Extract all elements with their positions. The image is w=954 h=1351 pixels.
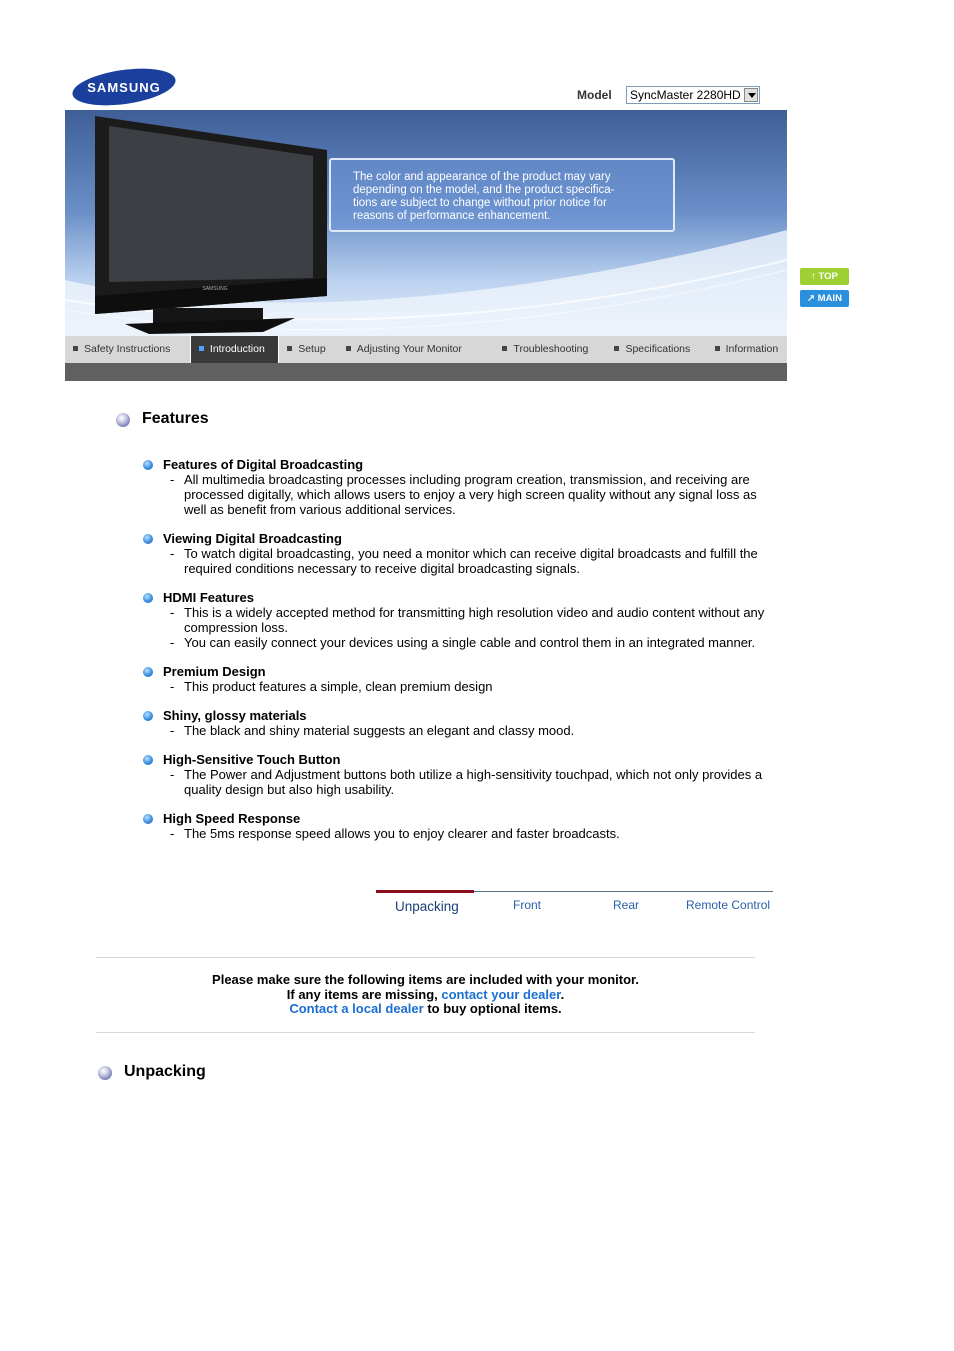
bullet-icon [143,460,153,470]
feature-title: High Speed Response [163,811,301,826]
nav-label: Setup [298,343,326,355]
bullet-icon [73,346,78,351]
model-select-value: SyncMaster 2280HD [630,88,741,102]
feature-text: You can easily connect your devices using a single cable and control them in an integrated manner. [184,635,756,650]
tab-front[interactable]: Front [513,898,542,912]
feature-title: Viewing Digital Broadcasting [163,531,342,546]
feature-text: The Power and Adjustment buttons both utilize a high-sensitivity touchpad, which not only provides a quality design but also high usability. [184,767,763,797]
feature-text: This is a widely accepted method for transmitting high resolution video and audio content without any compression loss. [184,605,765,635]
info-line-2 [96,988,755,1003]
bullet-icon [143,814,153,824]
main-label: MAIN [817,293,842,304]
nav-label: Troubleshooting [513,343,589,355]
bullet-icon [346,346,351,351]
feature-item: Premium Design - This product features a simple, clean premium design [142,665,782,694]
nav-label: Introduction [209,343,265,355]
nav-safety-instructions[interactable] [65,336,190,363]
active-tab-indicator [376,890,474,893]
tab-unpacking[interactable]: Unpacking [395,899,459,914]
hero-banner [65,110,787,336]
feature-text: The 5ms response speed allows you to enjoy clearer and faster broadcasts. [184,826,620,841]
feature-text: This product features a simple, clean premium design [184,679,493,694]
bullet-icon [287,346,292,351]
nav-troubleshooting[interactable] [494,336,606,363]
nav-label: Information [725,343,779,355]
sub-tabs [376,891,773,916]
section-bullet-icon [98,1066,112,1080]
model-select[interactable] [626,86,760,104]
nav-label: Specifications [625,343,691,355]
samsung-logo [71,68,177,106]
return-arrow-icon: ↗ [807,293,816,304]
bullet-icon [199,346,204,351]
model-label: Model [577,88,612,102]
feature-item: HDMI Features - This is a widely accepted method for transmitting high resolution video and audio content without any compression loss. - You can easily connect your devices using a single cable and control them in an integrated manner. [142,591,782,650]
bullet-icon [143,755,153,765]
top-button[interactable] [800,268,849,285]
monitor-brand: SAMSUNG [202,286,228,292]
divider [96,1032,755,1033]
bullet-icon [715,346,720,351]
nav-introduction[interactable] [190,336,279,363]
unpacking-title: Unpacking [124,1063,206,1080]
nav-subbar [65,363,787,381]
contact-dealer-link[interactable]: contact your dealer [441,986,561,1002]
notice-line: The color and appearance of the product may vary [353,171,611,183]
notice-line: reasons of performance enhancement. [353,210,551,222]
features-title: Features [142,410,209,427]
info-line-3 [96,1002,755,1017]
features-list [142,458,782,856]
feature-title: Premium Design [163,664,266,679]
feature-text: To watch digital broadcasting, you need a monitor which can receive digital broadcasts and fulfill the required conditions necessary to receive digital broadcasting signals. [184,546,758,576]
bullet-icon [502,346,507,351]
feature-item: Shiny, glossy materials - The black and shiny material suggests an elegant and classy mood. [142,709,782,738]
feature-item: High Speed Response - The 5ms response speed allows you to enjoy clearer and faster broadcasts. [142,812,782,841]
feature-title: High-Sensitive Touch Button [163,752,341,767]
monitor-image [95,116,327,334]
info-text: If any items are missing, [286,986,442,1002]
feature-item: Features of Digital Broadcasting - All multimedia broadcasting processes including program creation, transmission, and receiving are processed digitally, which allows users to enjoy a very high screen quality without any signal loss as well as benefit from various additional services. [142,458,782,517]
bullet-icon [143,711,153,721]
feature-text: All multimedia broadcasting processes including program creation, transmission, and receiving are processed digitally, which allows users to enjoy a very high screen quality without any signal loss as well as benefit from various additional services. [184,472,757,517]
contact-local-dealer-link[interactable]: Contact a local dealer [289,1001,424,1016]
feature-title: Shiny, glossy materials [163,708,307,723]
notice-line: tions are subject to change without prior notice for [353,197,607,209]
notice-line: depending on the model, and the product specifica- [353,184,615,196]
nav-information[interactable] [707,336,787,363]
tab-remote-control[interactable]: Remote Control [686,898,771,912]
arrow-up-icon: ↑ [811,271,816,282]
main-nav [65,336,787,363]
dropdown-arrow-icon[interactable] [744,88,758,102]
bullet-icon [143,667,153,677]
info-line-1: Please make sure the following items are included with your monitor. [212,972,639,987]
feature-title: Features of Digital Broadcasting [163,457,364,472]
nav-adjusting-your-monitor[interactable] [338,336,495,363]
section-bullet-icon [116,413,130,427]
info-box [96,973,755,1017]
feature-title: HDMI Features [163,590,255,605]
notice-box [329,158,675,232]
divider [96,957,755,958]
feature-item: Viewing Digital Broadcasting - To watch digital broadcasting, you need a monitor which can receive digital broadcasts and fulfill the required conditions necessary to receive digital broadcasting signals. [142,532,782,576]
bullet-icon [143,534,153,544]
bullet-icon [143,593,153,603]
nav-label: Adjusting Your Monitor [356,343,462,355]
tab-rear[interactable]: Rear [613,898,640,912]
main-button[interactable] [800,290,849,307]
nav-specifications[interactable] [606,336,706,363]
nav-setup[interactable] [279,336,338,363]
info-text: . [560,986,565,1002]
info-text: to buy optional items. [423,1001,562,1016]
bullet-icon [614,346,619,351]
feature-item: High-Sensitive Touch Button - The Power and Adjustment buttons both utilize a high-sensitivity touchpad, which not only provides a quality design but also high usability. [142,753,782,797]
nav-label: Safety Instructions [84,343,171,355]
logo-text: SAMSUNG [87,80,161,95]
feature-text: The black and shiny material suggests an elegant and classy mood. [184,723,575,738]
top-label: TOP [818,271,838,282]
